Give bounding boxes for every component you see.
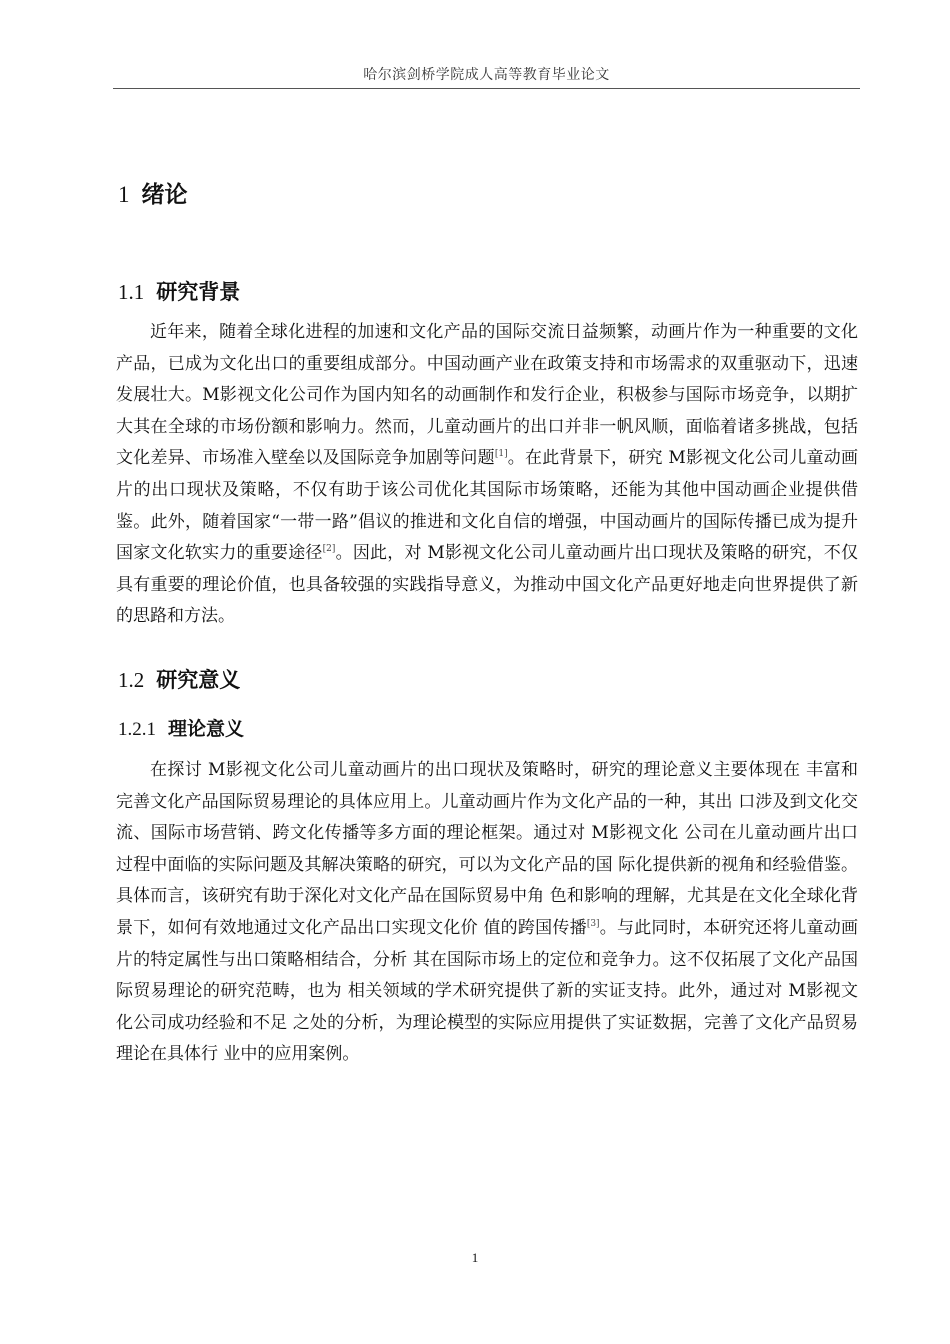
citation-2[interactable]: [2] xyxy=(322,544,336,555)
paragraph-text: 。与此同时，本研究还将儿童动画片的特定属性与出口策略相结合，分析 其在国际市场上的定位和竞争力。这不仅拓展了文化产品国际贸易理论的研究范畴，也为 相关领域的学术研究提供了新的实证支持。此外，通过对 M影视文化公司成功经验和不足 之处的分析，为理论模型的实际应用提供了实证数据，完善了文化产品贸易理论在具体行 业中的应用案例。 xyxy=(116,917,858,1065)
paragraph-text: 。在此背景下，研究 M影视文化公司儿童动画片的出口现状及策略，不仅有助于该公司优化其国际市场策略，还能为其他中国动画企业提供借鉴。此外，随着国家“一带一路”倡议的推进和文化自信的增强，中国动画片的国际传播已成为提升国家文化软实力的重要途径 xyxy=(116,448,858,564)
section-number: 1.1 xyxy=(118,280,145,304)
subsection-number: 1.2.1 xyxy=(118,719,156,740)
chapter-heading xyxy=(118,176,188,209)
paragraph-text: 在探讨 M影视文化公司儿童动画片的出口现状及策略时，研究的理论意义主要体现在 丰富和完善文化产品国际贸易理论的具体应用上。儿童动画片作为文化产品的一种，其出 口涉及到文化交流、国际市场营销、跨文化传播等多方面的理论框架。通过对 M影视文化 公司在儿童动画片出口过程中面临的实际问题及其解决策略的研究，可以为文化产品的国 际化提供新的视角和经验借鉴。具体而言，该研究有助于深化对文化产品在国际贸易中角 色和影响的理解，尤其是在文化全球化背景下，如何有效地通过文化产品出口实现文化价 值的跨国传播 xyxy=(116,760,858,938)
header-rule xyxy=(113,88,860,89)
section-title: 研究意义 xyxy=(156,667,241,692)
citation-1[interactable]: [1] xyxy=(494,449,508,460)
paragraph-text: 。因此，对 M影视文化公司儿童动画片出口现状及策略的研究，不仅具有重要的理论价值，也具备较强的实践指导意义，为推动中国文化产品更好地走向世界提供了新的思路和方法。 xyxy=(116,543,859,627)
citation-3[interactable]: [3] xyxy=(586,918,600,929)
paragraph-research-background xyxy=(116,317,858,633)
subsection-heading-1-2-1 xyxy=(118,714,244,741)
section-heading-1-1 xyxy=(118,276,240,306)
paragraph-text: 近年来，随着全球化进程的加速和文化产品的国际交流日益频繁，动画片作为一种重要的文化产品，已成为文化出口的重要组成部分。中国动画产业在政策支持和市场需求的双重驱动下，迅速发展壮大。M影视文化公司作为国内知名的动画制作和发行企业，积极参与国际市场竞争，以期扩大其在全球的市场份额和影响力。然而，儿童动画片的出口并非一帆风顺，面临着诸多挑战，包括文化差异、市场准入壁垒以及国际竞争加剧等问题 xyxy=(116,322,858,469)
running-header: 哈尔滨剑桥学院成人高等教育毕业论文 xyxy=(363,67,610,83)
section-title: 研究背景 xyxy=(156,279,241,304)
chapter-number: 1 xyxy=(118,182,130,207)
chapter-title: 绪论 xyxy=(141,181,188,208)
paragraph-theoretical-significance xyxy=(116,755,858,1071)
section-number: 1.2 xyxy=(118,668,145,692)
subsection-title: 理论意义 xyxy=(168,718,245,740)
section-heading-1-2 xyxy=(118,664,240,694)
page-number: 1 xyxy=(471,1250,479,1265)
